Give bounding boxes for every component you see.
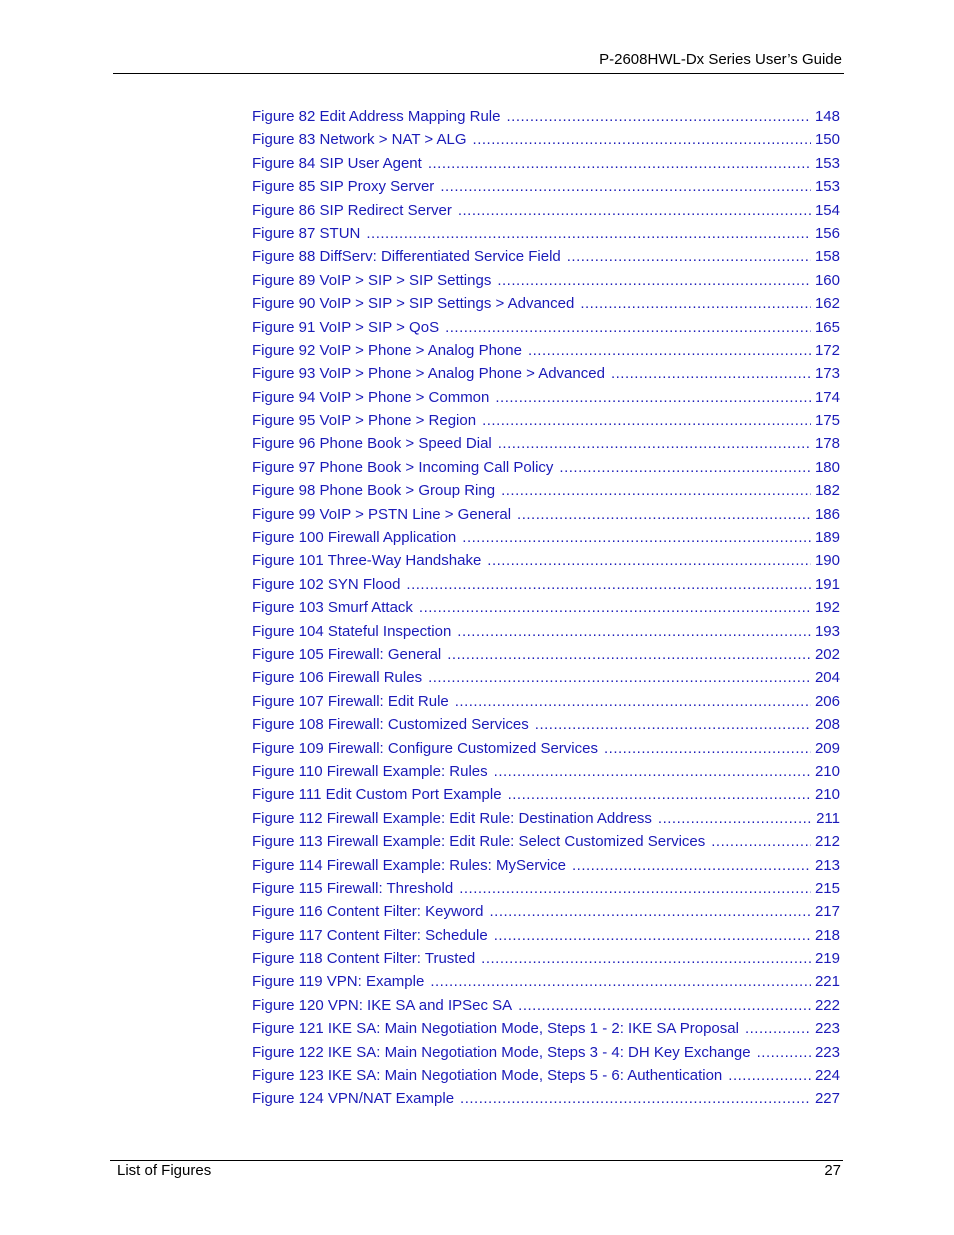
toc-dot-leader <box>428 152 811 175</box>
toc-entry-link[interactable] <box>252 760 840 783</box>
toc-dot-leader <box>604 737 811 760</box>
toc-entry-label: Figure 110 Firewall Example: Rules <box>252 762 488 780</box>
toc-entry-label: Figure 84 SIP User Agent <box>252 154 422 172</box>
toc-entry-page: 175 <box>814 412 840 430</box>
toc-entry-link[interactable] <box>252 783 840 806</box>
toc-entry-link[interactable] <box>252 269 840 292</box>
toc-entry-link[interactable] <box>252 339 840 362</box>
toc-entry-page: 174 <box>814 388 840 406</box>
toc-entry-label: Figure 83 Network > NAT > ALG <box>252 131 467 149</box>
toc-entry-label: Figure 116 Content Filter: Keyword <box>252 903 484 921</box>
toc-entry-page: 150 <box>814 131 840 149</box>
toc-entry-link[interactable] <box>252 549 840 572</box>
toc-entry-link[interactable] <box>252 222 840 245</box>
toc-entry-label: Figure 105 Firewall: General <box>252 645 442 663</box>
toc-entry-page: 193 <box>814 622 840 640</box>
toc-dot-leader <box>658 807 812 830</box>
toc-dot-leader <box>430 970 811 993</box>
toc-entry-link[interactable] <box>252 128 840 151</box>
toc-entry-page: 217 <box>814 903 840 921</box>
toc-dot-leader <box>481 947 811 970</box>
toc-dot-leader <box>460 1087 811 1110</box>
toc-entry-link[interactable] <box>252 1041 840 1064</box>
toc-dot-leader <box>487 549 811 572</box>
toc-entry-page: 178 <box>814 435 840 453</box>
toc-entry-page: 211 <box>816 809 840 827</box>
toc-dot-leader <box>745 1017 811 1040</box>
footer-divider <box>110 1160 843 1161</box>
toc-dot-leader <box>508 783 811 806</box>
toc-entry-page: 154 <box>814 201 840 219</box>
toc-entry-link[interactable] <box>252 479 840 502</box>
toc-entry-link[interactable] <box>252 409 840 432</box>
toc-dot-leader <box>611 362 811 385</box>
toc-entry-label: Figure 96 Phone Book > Speed Dial <box>252 435 492 453</box>
toc-entry-label: Figure 114 Firewall Example: Rules: MyService <box>252 856 566 874</box>
toc-entry-link[interactable] <box>252 526 840 549</box>
toc-entry-page: 180 <box>814 458 840 476</box>
toc-entry-page: 182 <box>814 482 840 500</box>
toc-dot-leader <box>495 386 811 409</box>
toc-dot-leader <box>567 245 811 268</box>
toc-dot-leader <box>757 1041 811 1064</box>
toc-entry-page: 173 <box>814 365 840 383</box>
toc-entry-label: Figure 108 Firewall: Customized Services <box>252 716 529 734</box>
document-title: P-2608HWL-Dx Series User’s Guide <box>599 51 842 68</box>
toc-dot-leader <box>501 479 811 502</box>
footer-section-name: List of Figures <box>117 1162 212 1179</box>
toc-entry-link[interactable] <box>252 690 840 713</box>
header-divider <box>113 73 844 74</box>
toc-dot-leader <box>518 994 811 1017</box>
toc-entry-link[interactable] <box>252 877 840 900</box>
toc-entry-label: Figure 117 Content Filter: Schedule <box>252 926 488 944</box>
toc-entry-label: Figure 107 Firewall: Edit Rule <box>252 692 449 710</box>
toc-entry-page: 219 <box>814 950 840 968</box>
toc-entry-page: 222 <box>814 996 840 1014</box>
toc-entry-label: Figure 119 VPN: Example <box>252 973 425 991</box>
toc-dot-leader <box>457 620 811 643</box>
toc-entry-page: 227 <box>814 1090 840 1108</box>
toc-entry-link[interactable] <box>252 620 840 643</box>
toc-entry-label: Figure 102 SYN Flood <box>252 575 401 593</box>
toc-entry-label: Figure 118 Content Filter: Trusted <box>252 950 476 968</box>
toc-dot-leader <box>366 222 811 245</box>
toc-dot-leader <box>455 690 811 713</box>
toc-entry-label: Figure 90 VoIP > SIP > SIP Settings > Advanced <box>252 295 575 313</box>
toc-entry-link[interactable] <box>252 1064 840 1087</box>
toc-dot-leader <box>494 924 811 947</box>
toc-entry-link[interactable] <box>252 245 840 268</box>
toc-entry-link[interactable] <box>252 175 840 198</box>
toc-entry-page: 165 <box>814 318 840 336</box>
toc-dot-leader <box>559 456 811 479</box>
toc-dot-leader <box>447 643 811 666</box>
toc-entry-page: 210 <box>814 762 840 780</box>
toc-entry-label: Figure 97 Phone Book > Incoming Call Policy <box>252 458 554 476</box>
toc-dot-leader <box>490 900 811 923</box>
toc-entry-link[interactable] <box>252 573 840 596</box>
toc-entry-page: 210 <box>814 786 840 804</box>
toc-entry-link[interactable] <box>252 316 840 339</box>
toc-entry-page: 192 <box>814 599 840 617</box>
toc-entry-page: 215 <box>814 879 840 897</box>
list-of-figures <box>252 105 840 1111</box>
toc-entry-page: 190 <box>814 552 840 570</box>
toc-entry-label: Figure 104 Stateful Inspection <box>252 622 452 640</box>
toc-entry-label: Figure 89 VoIP > SIP > SIP Settings <box>252 271 492 289</box>
toc-entry-link[interactable] <box>252 456 840 479</box>
toc-entry-page: 224 <box>814 1067 840 1085</box>
toc-entry-page: 212 <box>814 833 840 851</box>
toc-dot-leader <box>711 830 811 853</box>
toc-dot-leader <box>572 854 811 877</box>
toc-dot-leader <box>459 877 811 900</box>
toc-entry-link[interactable] <box>252 970 840 993</box>
toc-entry-page: 206 <box>814 692 840 710</box>
toc-entry-label: Figure 122 IKE SA: Main Negotiation Mode, Steps 3 - 4: DH Key Exchange <box>252 1043 751 1061</box>
toc-entry-label: Figure 88 DiffServ: Differentiated Service Field <box>252 248 561 266</box>
toc-entry-link[interactable] <box>252 666 840 689</box>
toc-entry-link[interactable] <box>252 596 840 619</box>
toc-entry-link[interactable] <box>252 994 840 1017</box>
toc-dot-leader <box>494 760 811 783</box>
toc-entry-label: Figure 98 Phone Book > Group Ring <box>252 482 496 500</box>
toc-entry-label: Figure 115 Firewall: Threshold <box>252 879 454 897</box>
toc-dot-leader <box>473 128 811 151</box>
toc-entry-page: 221 <box>814 973 840 991</box>
toc-entry-page: 189 <box>814 529 840 547</box>
toc-entry-page: 153 <box>814 178 840 196</box>
toc-entry-page: 204 <box>814 669 840 687</box>
toc-dot-leader <box>580 292 811 315</box>
toc-entry-label: Figure 120 VPN: IKE SA and IPSec SA <box>252 996 513 1014</box>
toc-entry-link[interactable] <box>252 432 840 455</box>
toc-entry-link[interactable] <box>252 503 840 526</box>
toc-dot-leader <box>419 596 811 619</box>
toc-entry-link[interactable] <box>252 947 840 970</box>
toc-dot-leader <box>445 316 811 339</box>
toc-entry-link[interactable] <box>252 292 840 315</box>
toc-entry-label: Figure 109 Firewall: Configure Customized Services <box>252 739 598 757</box>
toc-dot-leader <box>458 199 811 222</box>
toc-dot-leader <box>428 666 811 689</box>
toc-entry-page: 218 <box>814 926 840 944</box>
footer-page-number: 27 <box>824 1162 841 1179</box>
toc-entry-label: Figure 87 STUN <box>252 224 361 242</box>
toc-entry-link[interactable] <box>252 807 840 830</box>
toc-dot-leader <box>440 175 811 198</box>
toc-entry-page: 153 <box>814 154 840 172</box>
toc-entry-label: Figure 123 IKE SA: Main Negotiation Mode, Steps 5 - 6: Authentication <box>252 1067 723 1085</box>
toc-entry-label: Figure 106 Firewall Rules <box>252 669 423 687</box>
toc-entry-page: 160 <box>814 271 840 289</box>
toc-entry-link[interactable] <box>252 900 840 923</box>
toc-dot-leader <box>482 409 811 432</box>
toc-entry-label: Figure 103 Smurf Attack <box>252 599 413 617</box>
toc-dot-leader <box>506 105 810 128</box>
toc-dot-leader <box>728 1064 811 1087</box>
toc-dot-leader <box>497 269 811 292</box>
toc-entry-label: Figure 124 VPN/NAT Example <box>252 1090 455 1108</box>
toc-entry-label: Figure 94 VoIP > Phone > Common <box>252 388 490 406</box>
toc-entry-page: 148 <box>814 108 840 125</box>
toc-entry-link[interactable] <box>252 105 840 128</box>
toc-entry-link[interactable] <box>252 713 840 736</box>
toc-entry-page: 172 <box>814 341 840 359</box>
toc-dot-leader <box>528 339 811 362</box>
toc-entry-page: 223 <box>814 1043 840 1061</box>
toc-entry-link[interactable] <box>252 362 840 385</box>
toc-entry-label: Figure 100 Firewall Application <box>252 529 457 547</box>
toc-entry-link[interactable] <box>252 199 840 222</box>
toc-dot-leader <box>462 526 811 549</box>
toc-entry-link[interactable] <box>252 1017 840 1040</box>
toc-entry-link[interactable] <box>252 386 840 409</box>
toc-entry-label: Figure 99 VoIP > PSTN Line > General <box>252 505 512 523</box>
toc-entry-label: Figure 111 Edit Custom Port Example <box>252 786 502 804</box>
toc-entry-label: Figure 113 Firewall Example: Edit Rule: Select Customized Services <box>252 833 706 851</box>
toc-entry-page: 156 <box>814 224 840 242</box>
toc-entry-label: Figure 93 VoIP > Phone > Analog Phone > Advanced <box>252 365 605 383</box>
toc-entry-label: Figure 95 VoIP > Phone > Region <box>252 412 477 430</box>
toc-entry-page: 223 <box>814 1020 840 1038</box>
toc-dot-leader <box>517 503 811 526</box>
toc-entry-label: Figure 112 Firewall Example: Edit Rule: Destination Address <box>252 809 652 827</box>
toc-dot-leader <box>535 713 811 736</box>
toc-entry-label: Figure 101 Three-Way Handshake <box>252 552 482 570</box>
toc-dot-leader <box>498 432 811 455</box>
toc-entry-label: Figure 85 SIP Proxy Server <box>252 178 435 196</box>
toc-entry-label: Figure 82 Edit Address Mapping Rule <box>252 108 501 125</box>
toc-entry-page: 209 <box>814 739 840 757</box>
toc-entry-label: Figure 91 VoIP > SIP > QoS <box>252 318 440 336</box>
toc-entry-page: 186 <box>814 505 840 523</box>
toc-entry-link[interactable] <box>252 854 840 877</box>
toc-entry-link[interactable] <box>252 830 840 853</box>
toc-entry-label: Figure 121 IKE SA: Main Negotiation Mode, Steps 1 - 2: IKE SA Proposal <box>252 1020 739 1038</box>
toc-entry-page: 208 <box>814 716 840 734</box>
toc-entry-link[interactable] <box>252 643 840 666</box>
toc-entry-label: Figure 92 VoIP > Phone > Analog Phone <box>252 341 522 359</box>
toc-entry-page: 202 <box>814 645 840 663</box>
toc-entry-page: 158 <box>814 248 840 266</box>
toc-entry-link[interactable] <box>252 1087 840 1110</box>
toc-entry-link[interactable] <box>252 924 840 947</box>
toc-entry-page: 191 <box>814 575 840 593</box>
toc-entry-page: 162 <box>814 295 840 313</box>
toc-entry-label: Figure 86 SIP Redirect Server <box>252 201 452 219</box>
toc-dot-leader <box>406 573 811 596</box>
toc-entry-page: 213 <box>814 856 840 874</box>
toc-entry-link[interactable] <box>252 152 840 175</box>
toc-entry-link[interactable] <box>252 737 840 760</box>
